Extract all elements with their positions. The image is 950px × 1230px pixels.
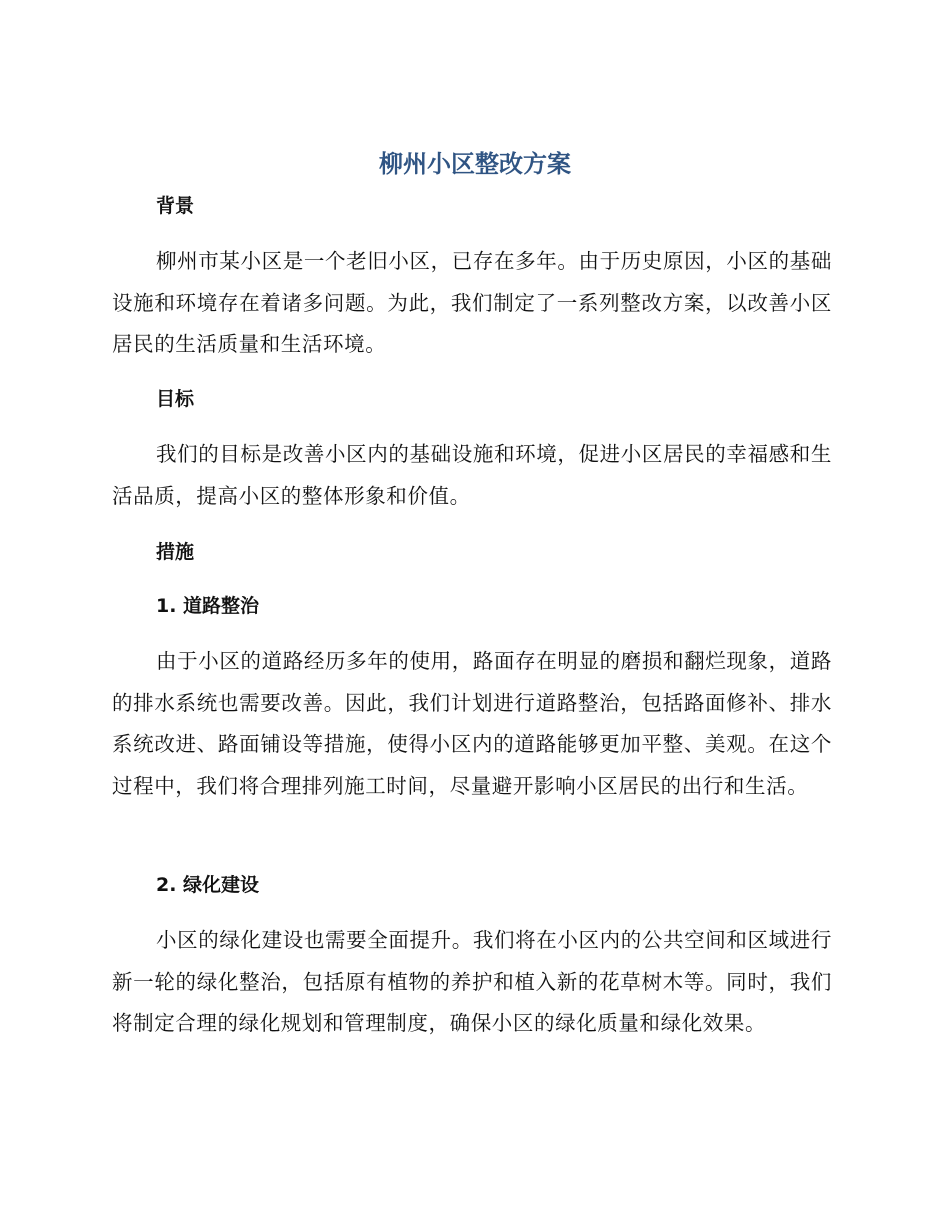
- section-body-road: 由于小区的道路经历多年的使用，路面存在明显的磨损和翻烂现象，道路的排水系统也需要改善。因此，我们计划进行道路整治，包括路面修补、排水系统改进、路面铺设等措施，使得小区内的道路能够更加平整、美观。在这个过程中，我们将合理排列施工时间，尽量避开影响小区居民的出行和生活。: [112, 649, 832, 798]
- section-body-background: 柳州市某小区是一个老旧小区，已存在多年。由于历史原因，小区的基础设施和环境存在着诸多问题。为此，我们制定了一系列整改方案，以改善小区居民的生活质量和生活环境。: [112, 249, 832, 356]
- section-heading-measures: 措施: [156, 541, 195, 563]
- section-body-greening: 小区的绿化建设也需要全面提升。我们将在小区内的公共空间和区域进行新一轮的绿化整治，包括原有植物的养护和植入新的花草树木等。同时，我们将制定合理的绿化规划和管理制度，确保小区的绿化质量和绿化效果。: [112, 928, 832, 1035]
- section-heading-road: 1. 道路整治: [156, 595, 260, 617]
- section-heading-greening: 2. 绿化建设: [156, 874, 260, 896]
- section-heading-goal: 目标: [156, 388, 195, 410]
- section-body-goal: 我们的目标是改善小区内的基础设施和环境，促进小区居民的幸福感和生活品质，提高小区的整体形象和价值。: [112, 442, 832, 508]
- section-heading-background: 背景: [156, 195, 195, 217]
- document-title: 柳州小区整改方案: [379, 150, 571, 178]
